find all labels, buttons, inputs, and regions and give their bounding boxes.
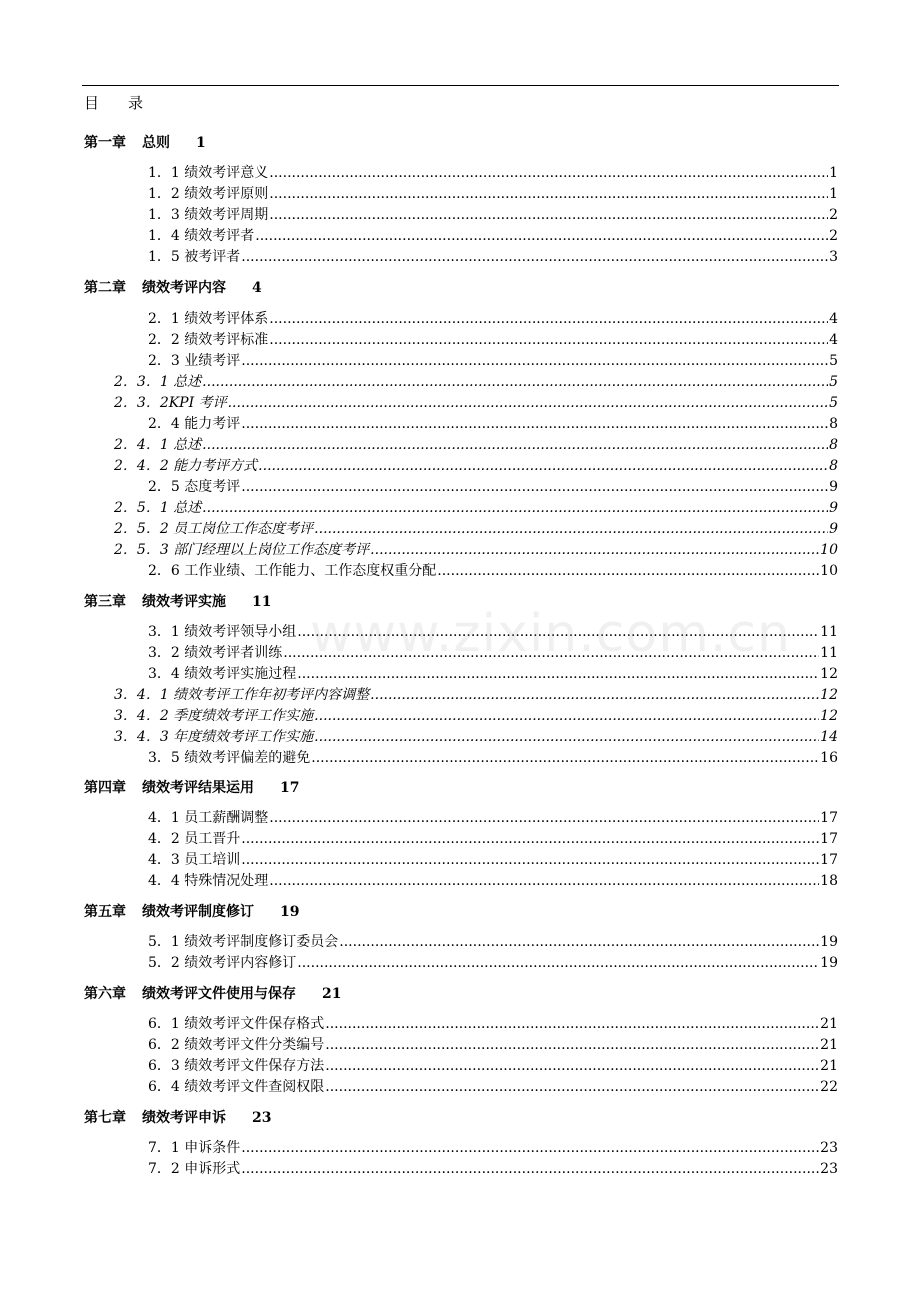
chapter-page: 1: [196, 135, 206, 151]
toc-entry[interactable]: [148, 1159, 838, 1179]
entry-text: 2．2 绩效考评标准: [148, 332, 269, 348]
toc-entry[interactable]: [148, 309, 838, 329]
chapter-page: 4: [252, 280, 262, 296]
entry-text: 3．4．1 绩效考评工作年初考评内容调整: [114, 687, 370, 703]
entry-text: 2．3 业绩考评: [148, 353, 241, 369]
chapter-heading[interactable]: [84, 1108, 271, 1128]
chapter-number: 第六章: [84, 986, 126, 1002]
entry-text: 2．5．2 员工岗位工作态度考评: [114, 521, 314, 537]
chapter-heading[interactable]: [84, 984, 341, 1004]
entry-page: 4: [829, 332, 838, 348]
entry-page: 9: [829, 521, 838, 537]
toc-entry[interactable]: [148, 205, 838, 225]
chapter-number: 第七章: [84, 1110, 126, 1126]
entry-text: 3．5 绩效考评偏差的避免: [148, 750, 311, 766]
entry-text: 1．2 绩效考评原则: [148, 186, 269, 202]
entry-page: 9: [829, 479, 838, 495]
entry-page: 12: [820, 708, 838, 724]
chapter-page: 21: [322, 986, 342, 1002]
entry-text: 2．3．2KPI 考评: [114, 395, 227, 411]
toc-entry[interactable]: [148, 850, 838, 870]
chapter-number: 第五章: [84, 904, 126, 920]
entry-text: 6．4 绩效考评文件查阅权限: [148, 1079, 325, 1095]
entry-text: 6．2 绩效考评文件分类编号: [148, 1037, 325, 1053]
entry-page: 1: [829, 186, 838, 202]
entry-page: 11: [820, 645, 838, 661]
toc-entry[interactable]: [148, 1138, 838, 1158]
entry-page: 17: [820, 831, 838, 847]
chapter-title: 绩效考评申诉: [142, 1110, 226, 1126]
chapter-page: 17: [280, 780, 300, 796]
toc-entry[interactable]: [148, 477, 838, 497]
toc-entry[interactable]: [148, 748, 838, 768]
chapter-number: 第四章: [84, 780, 126, 796]
toc-entry[interactable]: [148, 808, 838, 828]
entry-text: 4．3 员工培训: [148, 852, 241, 868]
entry-text: 7．2 申诉形式: [148, 1161, 241, 1177]
toc-entry[interactable]: [148, 561, 838, 581]
entry-text: 1．5 被考评者: [148, 249, 241, 265]
chapter-number: 第二章: [84, 280, 126, 296]
toc-entry[interactable]: [148, 330, 838, 350]
chapter-title: 绩效考评文件使用与保存: [142, 986, 296, 1002]
toc-subentry[interactable]: [114, 540, 838, 560]
entry-page: 21: [820, 1037, 838, 1053]
entry-text: 2．4．2 能力考评方式: [114, 458, 258, 474]
entry-page: 5: [829, 374, 838, 390]
entry-page: 9: [829, 500, 838, 516]
entry-text: 5．1 绩效考评制度修订委员会: [148, 934, 339, 950]
toc-subentry[interactable]: [114, 498, 838, 518]
chapter-title: 绩效考评实施: [142, 594, 226, 610]
entry-text: 3．4．2 季度绩效考评工作实施: [114, 708, 314, 724]
entry-page: 4: [829, 311, 838, 327]
entry-text: 3．4 绩效考评实施过程: [148, 666, 297, 682]
entry-page: 19: [820, 934, 838, 950]
toc-title: [84, 92, 144, 113]
toc-subentry[interactable]: [114, 372, 838, 392]
entry-page: 23: [820, 1140, 838, 1156]
entry-page: 16: [820, 750, 838, 766]
entry-text: 1．3 绩效考评周期: [148, 207, 269, 223]
entry-text: 6．1 绩效考评文件保存格式: [148, 1016, 325, 1032]
toc-subentry[interactable]: [114, 456, 838, 476]
toc-entry[interactable]: [148, 226, 838, 246]
toc-entry[interactable]: [148, 932, 838, 952]
entry-text: 2．1 绩效考评体系: [148, 311, 269, 327]
chapter-page: 23: [252, 1110, 272, 1126]
entry-text: 2．5 态度考评: [148, 479, 241, 495]
toc-entry[interactable]: [148, 871, 838, 891]
chapter-title: 绩效考评内容: [142, 280, 226, 296]
entry-text: 4．1 员工薪酬调整: [148, 810, 269, 826]
entry-text: 2．4 能力考评: [148, 416, 241, 432]
entry-page: 10: [820, 563, 838, 579]
entry-page: 8: [829, 416, 838, 432]
entry-page: 5: [829, 353, 838, 369]
toc-subentry[interactable]: [114, 685, 838, 705]
chapter-number: 第三章: [84, 594, 126, 610]
entry-text: 2．6 工作业绩、工作能力、工作态度权重分配: [148, 563, 437, 579]
entry-text: 5．2 绩效考评内容修订: [148, 955, 297, 971]
entry-page: 12: [820, 687, 838, 703]
entry-page: 12: [820, 666, 838, 682]
entry-text: 3．4．3 年度绩效考评工作实施: [114, 729, 314, 745]
chapter-heading[interactable]: [84, 902, 299, 922]
entry-page: 18: [820, 873, 838, 889]
chapter-heading[interactable]: [84, 278, 262, 298]
entry-page: 23: [820, 1161, 838, 1177]
entry-page: 11: [820, 624, 838, 640]
entry-page: 2: [829, 207, 838, 223]
chapter-title: 绩效考评结果运用: [142, 780, 254, 796]
toc-entry[interactable]: [148, 1035, 838, 1055]
toc-entry[interactable]: [148, 184, 838, 204]
entry-text: 2．5．1 总述: [114, 500, 202, 516]
entry-page: 17: [820, 810, 838, 826]
entry-page: 1: [829, 165, 838, 181]
toc-entry[interactable]: [148, 829, 838, 849]
toc-entry[interactable]: [148, 664, 838, 684]
toc-entry[interactable]: [148, 953, 838, 973]
entry-text: 4．2 员工晋升: [148, 831, 241, 847]
chapter-number: 第一章: [84, 135, 126, 151]
entry-page: 3: [829, 249, 838, 265]
entry-page: 21: [820, 1058, 838, 1074]
entry-page: 19: [820, 955, 838, 971]
toc-subentry[interactable]: [114, 519, 838, 539]
entry-text: 2．3．1 总述: [114, 374, 202, 390]
chapter-heading[interactable]: [84, 133, 206, 153]
header-rule: [82, 85, 839, 86]
chapter-page: 11: [252, 594, 272, 610]
toc-entry[interactable]: [148, 1056, 838, 1076]
entry-text: 2．4．1 总述: [114, 437, 202, 453]
entry-page: 21: [820, 1016, 838, 1032]
toc-entry[interactable]: [148, 1077, 838, 1097]
entry-text: 7．1 申诉条件: [148, 1140, 241, 1156]
toc-subentry[interactable]: [114, 435, 838, 455]
toc-subentry[interactable]: [114, 727, 838, 747]
chapter-heading[interactable]: [84, 778, 299, 798]
entry-text: 3．2 绩效考评者训练: [148, 645, 283, 661]
toc-title-char-2: 录: [128, 94, 145, 112]
toc-entry[interactable]: [148, 247, 838, 267]
toc-subentry[interactable]: [114, 706, 838, 726]
chapter-heading[interactable]: [84, 592, 271, 612]
toc-subentry[interactable]: [114, 393, 838, 413]
entry-text: 4．4 特殊情况处理: [148, 873, 269, 889]
entry-page: 10: [820, 542, 838, 558]
chapter-page: 19: [280, 904, 300, 920]
entry-text: 3．1 绩效考评领导小组: [148, 624, 297, 640]
entry-text: 1．4 绩效考评者: [148, 228, 255, 244]
entry-text: 2．5．3 部门经理以上岗位工作态度考评: [114, 542, 370, 558]
chapter-title: 总则: [142, 135, 170, 151]
entry-page: 2: [829, 228, 838, 244]
toc-entry[interactable]: [148, 1014, 838, 1034]
entry-page: 14: [820, 729, 838, 745]
entry-page: 22: [820, 1079, 838, 1095]
entry-page: 5: [829, 395, 838, 411]
entry-page: 8: [829, 458, 838, 474]
chapter-title: 绩效考评制度修订: [142, 904, 254, 920]
entry-text: 6．3 绩效考评文件保存方法: [148, 1058, 325, 1074]
entry-text: 1．1 绩效考评意义: [148, 165, 269, 181]
toc-title-char-1: 目: [84, 94, 101, 112]
entry-page: 8: [829, 437, 838, 453]
entry-page: 17: [820, 852, 838, 868]
watermark: www.zixin.com.cn: [310, 604, 791, 664]
toc-entry[interactable]: [148, 351, 838, 371]
toc-entry[interactable]: [148, 163, 838, 183]
toc-entry[interactable]: [148, 414, 838, 434]
